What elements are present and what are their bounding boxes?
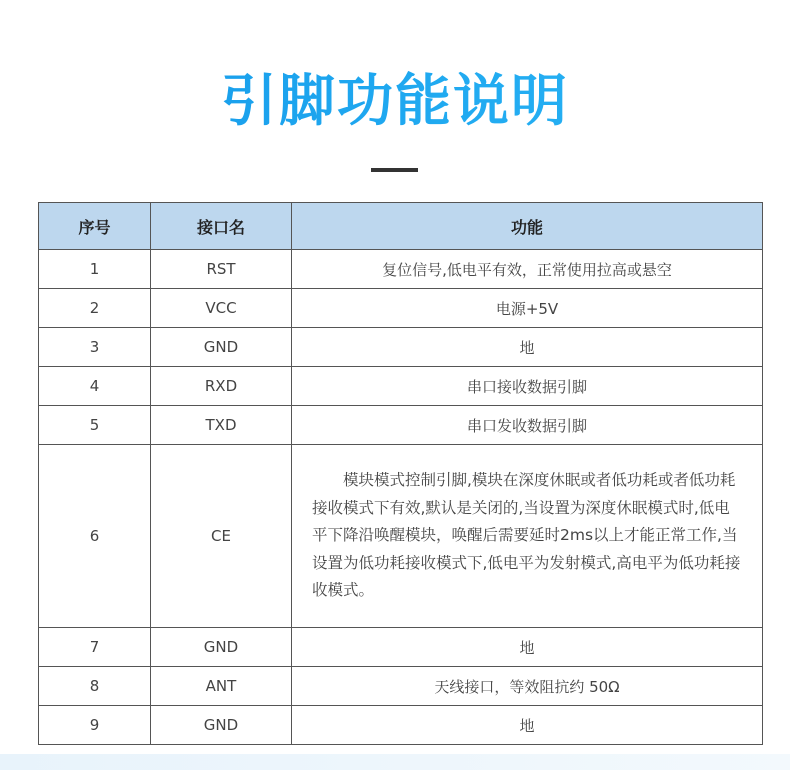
table-row xyxy=(39,628,763,667)
cell-index: 5 xyxy=(39,406,151,445)
title-underline-divider xyxy=(371,168,418,172)
cell-interface-name: RXD xyxy=(151,367,292,406)
header-interface-name: 接口名 xyxy=(151,203,292,250)
table-row xyxy=(39,445,763,628)
cell-function: 地 xyxy=(292,706,763,745)
table-header-row xyxy=(39,203,763,250)
cell-index: 9 xyxy=(39,706,151,745)
cell-index: 2 xyxy=(39,289,151,328)
cell-function: 串口接收数据引脚 xyxy=(292,367,763,406)
table-row xyxy=(39,289,763,328)
cell-index: 6 xyxy=(39,445,151,628)
cell-function: 地 xyxy=(292,328,763,367)
cell-index: 8 xyxy=(39,667,151,706)
cell-function: 串口发收数据引脚 xyxy=(292,406,763,445)
cell-interface-name: CE xyxy=(151,445,292,628)
cell-index: 7 xyxy=(39,628,151,667)
cell-index: 1 xyxy=(39,250,151,289)
table-row xyxy=(39,667,763,706)
bottom-decorative-band xyxy=(0,754,790,770)
cell-interface-name: ANT xyxy=(151,667,292,706)
cell-interface-name: RST xyxy=(151,250,292,289)
page-title: 引脚功能说明 xyxy=(0,62,790,142)
pin-function-table xyxy=(38,202,763,745)
header-index: 序号 xyxy=(39,203,151,250)
cell-function: 电源+5V xyxy=(292,289,763,328)
table-row xyxy=(39,250,763,289)
cell-interface-name: TXD xyxy=(151,406,292,445)
table-row xyxy=(39,328,763,367)
cell-index: 3 xyxy=(39,328,151,367)
header-function: 功能 xyxy=(292,203,763,250)
cell-function: 模块模式控制引脚,模块在深度休眠或者低功耗或者低功耗接收模式下有效,默认是关闭的,当设置为深度休眠模式时,低电平下降沿唤醒模块，唤醒后需要延时2ms以上才能正常工作,当设置为低功耗接收模式下,低电平为发射模式,高电平为低功耗接收模式。 xyxy=(292,445,763,628)
cell-function: 天线接口，等效阻抗约 50Ω xyxy=(292,667,763,706)
cell-interface-name: GND xyxy=(151,328,292,367)
cell-function: 复位信号,低电平有效，正常使用拉高或悬空 xyxy=(292,250,763,289)
table-row xyxy=(39,706,763,745)
cell-interface-name: GND xyxy=(151,706,292,745)
cell-interface-name: VCC xyxy=(151,289,292,328)
cell-interface-name: GND xyxy=(151,628,292,667)
cell-function: 地 xyxy=(292,628,763,667)
table-row xyxy=(39,406,763,445)
cell-index: 4 xyxy=(39,367,151,406)
table-row xyxy=(39,367,763,406)
